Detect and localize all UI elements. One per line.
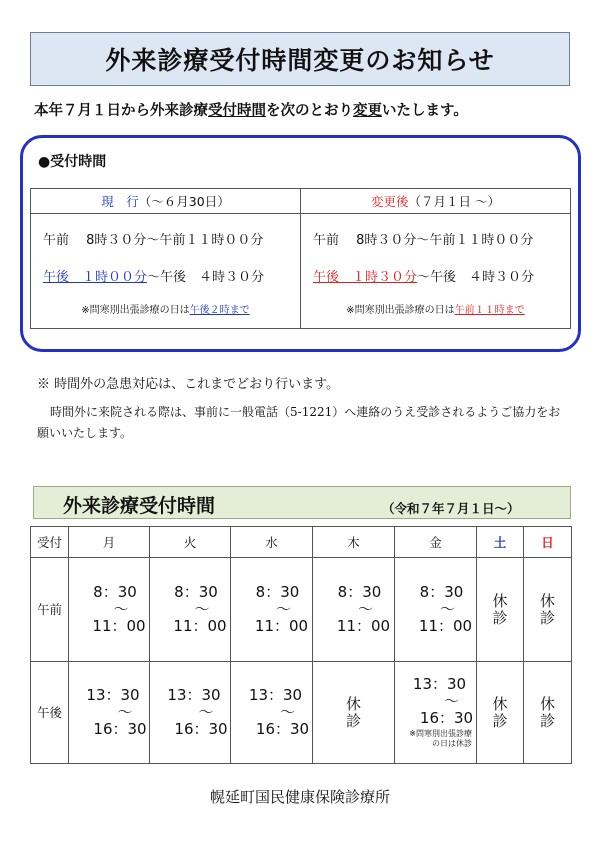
new-afternoon-end: ～午後 ４時３０分 (417, 270, 535, 285)
time-start: 8：30 (419, 583, 464, 601)
header-cell-sunday: 日 (524, 527, 572, 558)
schedule-title: 外来診療受付時間 (63, 495, 216, 517)
closed-cell (524, 662, 572, 764)
schedule-row-afternoon (31, 662, 572, 764)
current-afternoon (31, 266, 300, 285)
time-start: 13：30 (248, 686, 303, 704)
current-label: 現 行 (101, 194, 139, 209)
closed-cell (477, 558, 524, 662)
new-period: （７月１日 ～） (408, 194, 500, 209)
time-sep: ～ (439, 600, 455, 618)
schedule-effective-date: （令和７年７月１日～） (382, 501, 520, 516)
time-end: 11：00 (418, 617, 473, 635)
time-cell (231, 662, 313, 764)
time-end: 11：00 (173, 617, 227, 635)
new-hours-column (300, 189, 570, 328)
header-cell: 受付 (31, 527, 69, 558)
lead-part-6: いたします。 (382, 103, 468, 119)
current-period: （～６月30日） (138, 194, 230, 209)
header-cell: 火 (150, 527, 231, 558)
time-sep: ～ (279, 703, 295, 721)
lead-part-4: を次のとおり (266, 103, 353, 119)
page-title: 外来診療受付時間変更のお知らせ (30, 32, 570, 86)
time-sep: ～ (194, 600, 210, 618)
current-morning: 午前 8時３０分～午前１１時００分 (43, 233, 264, 248)
row-label: 午後 (31, 662, 69, 764)
time-cell (69, 662, 150, 764)
current-note (31, 301, 300, 316)
closed-char: 診 (492, 711, 508, 730)
time-sep: ～ (443, 692, 459, 710)
clinic-name: 幌延町国民健康保険診療所 (209, 788, 390, 806)
closed-cell (477, 662, 524, 764)
header-cell-saturday: 土 (477, 527, 524, 558)
time-cell (69, 558, 150, 662)
schedule-row-morning (31, 558, 572, 662)
new-morning: 午前 8時３０分～午前１１時００分 (313, 233, 534, 248)
closed-char: 休 (539, 591, 555, 610)
time-end: 16：30 (93, 720, 147, 738)
new-label: 変更後 (371, 194, 409, 209)
closed-char: 診 (492, 608, 508, 627)
new-afternoon (301, 266, 570, 285)
fri-note-line: ※問寒別出張診療 (409, 729, 472, 738)
lead-part-1: 本年７月１日から (34, 103, 150, 119)
lead-part-3: 受付時間 (208, 103, 266, 119)
closed-cell (524, 558, 572, 662)
closed-char: 休 (492, 591, 508, 610)
lead-part-2: 外来診療 (150, 103, 208, 119)
time-sep: ～ (198, 703, 214, 721)
closed-char: 診 (539, 608, 555, 627)
time-end: 16：30 (174, 720, 228, 738)
time-end: 11：00 (92, 617, 146, 635)
new-note (301, 301, 570, 316)
after-hours-note: ※ 時間外の急患対応は、これまでどおり行います。 (37, 377, 340, 392)
header-cell: 金 (395, 527, 477, 558)
time-end: 16：30 (419, 709, 474, 727)
hours-comparison-table (30, 188, 571, 329)
new-hours-header (301, 189, 570, 214)
lead-sentence (34, 99, 574, 120)
time-start: 8：30 (337, 583, 382, 601)
time-cell (395, 558, 477, 662)
time-end: 11：00 (336, 617, 391, 635)
header-cell: 木 (313, 527, 395, 558)
closed-char: 休 (345, 694, 361, 713)
time-start: 8：30 (255, 583, 300, 601)
new-note-prefix: ※問寒別出張診療の日は (346, 305, 455, 316)
time-end: 16：30 (255, 720, 310, 738)
time-sep: ～ (275, 600, 291, 618)
closed-char: 診 (539, 711, 555, 730)
current-note-prefix: ※問寒別出張診療の日は (81, 305, 190, 316)
closed-char: 診 (345, 711, 361, 730)
row-label: 午前 (31, 558, 69, 662)
header-cell: 水 (231, 527, 313, 558)
time-start: 8：30 (93, 583, 137, 601)
schedule-table (30, 526, 572, 764)
time-start: 13：30 (167, 686, 221, 704)
time-cell (150, 662, 231, 764)
after-hours-detail: 時間外に来院される際は、事前に一般電話（5-1221）へ連絡のうえ受診されるようご協力をお願いいたします。 (37, 405, 561, 440)
lead-part-5: 変更 (353, 103, 382, 119)
schedule-header-row (31, 527, 572, 558)
time-cell (150, 558, 231, 662)
fri-note-line: の日は休診 (432, 739, 472, 748)
time-start: 8：30 (174, 583, 218, 601)
time-start: 13：30 (86, 686, 140, 704)
header-cell: 月 (69, 527, 150, 558)
closed-char: 休 (539, 694, 555, 713)
time-cell (231, 558, 313, 662)
time-end: 11：00 (254, 617, 309, 635)
closed-char: 休 (492, 694, 508, 713)
time-cell (395, 662, 477, 764)
current-afternoon-end: ～午後 ４時３０分 (147, 270, 265, 285)
new-afternoon-start: 午後 １時３０分 (313, 270, 418, 285)
hours-heading: ●受付時間 (38, 154, 107, 170)
current-hours-header (31, 189, 300, 214)
current-note-time: 午後２時まで (189, 305, 250, 316)
time-sep: ～ (117, 703, 133, 721)
time-sep: ～ (357, 600, 373, 618)
fri-afternoon-note (399, 729, 476, 749)
closed-cell (313, 662, 395, 764)
current-afternoon-start: 午後 １時００分 (43, 270, 148, 285)
new-note-time: 午前１１時まで (454, 305, 525, 316)
current-hours-column (31, 189, 300, 328)
time-sep: ～ (113, 600, 129, 618)
time-cell (313, 558, 395, 662)
time-start: 13：30 (412, 675, 467, 693)
